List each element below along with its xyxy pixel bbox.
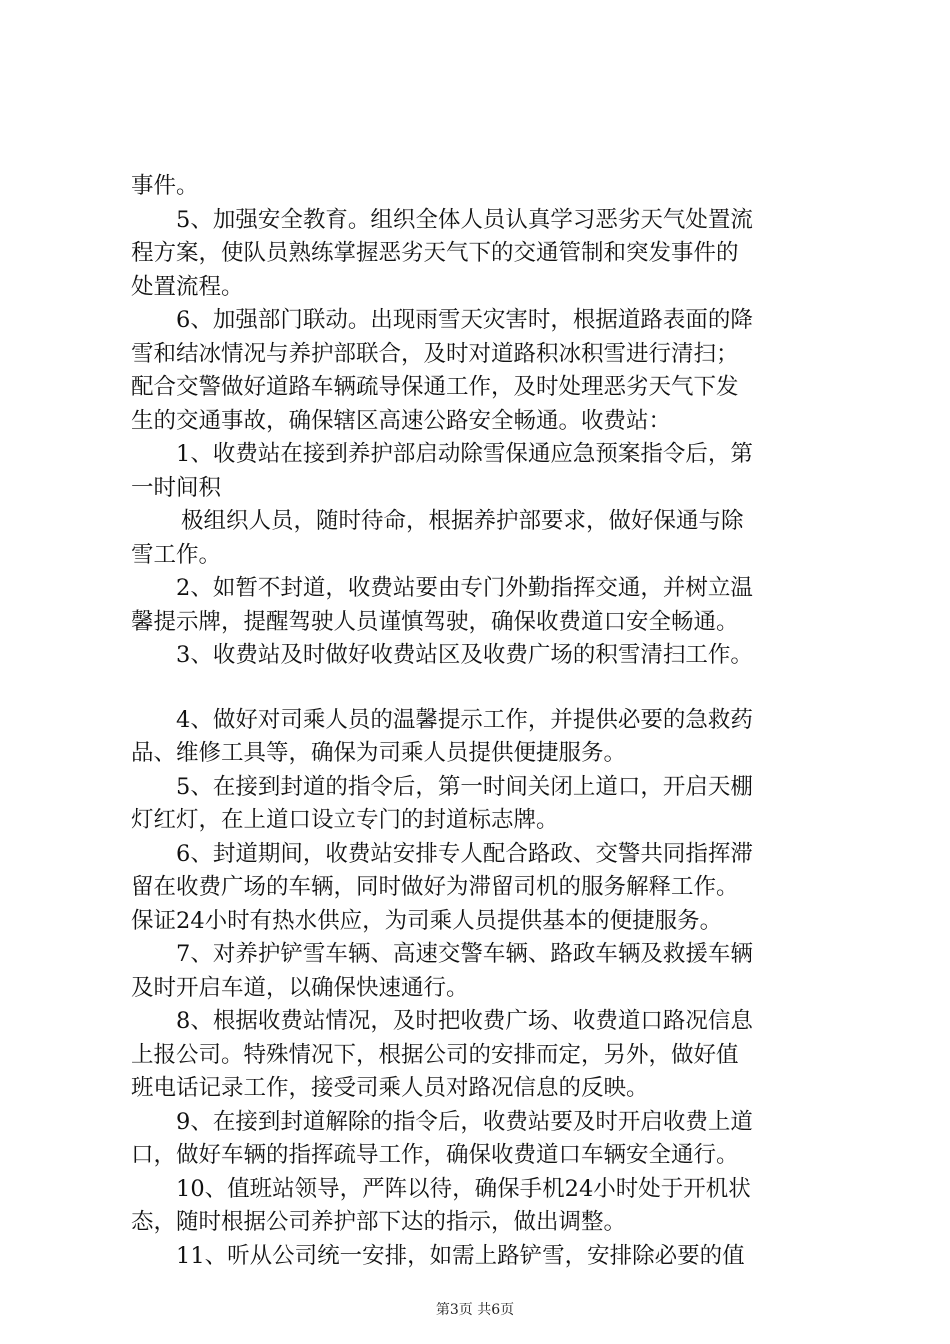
paragraph-line: 5、在接到封道的指令后，第一时间关闭上道口，开启天棚 bbox=[176, 773, 753, 800]
paragraph-line: 极组织人员，随时待命，根据养护部要求，做好保通与除 bbox=[181, 508, 744, 534]
paragraph-line: 2、如暂不封道，收费站要由专门外勤指挥交通，并树立温 bbox=[176, 575, 753, 601]
paragraph-line: 馨提示牌，提醒驾驶人员谨慎驾驶，确保收费道口安全畅通。 bbox=[131, 608, 739, 635]
paragraph-line: 6、封道期间，收费站安排专人配合路政、交警共同指挥滞 bbox=[176, 840, 753, 867]
paragraph-line: 雪工作。 bbox=[131, 541, 222, 568]
paragraph-line: 9、在接到封道解除的指令后，收费站要及时开启收费上道 bbox=[176, 1108, 753, 1135]
paragraph-line: 7、对养护铲雪车辆、高速交警车辆、路政车辆及救援车辆 bbox=[176, 941, 753, 967]
paragraph-line: 处置流程。 bbox=[131, 273, 244, 300]
paragraph-spacer bbox=[131, 673, 831, 704]
paragraph-line: 留在收费广场的车辆，同时做好为滞留司机的服务解释工作。 bbox=[131, 874, 739, 900]
paragraph-line: 态，随时根据公司养护部下达的指示，做出调整。 bbox=[131, 1209, 627, 1235]
document-body bbox=[131, 170, 831, 1273]
paragraph-line: 班电话记录工作，接受司乘人员对路况信息的反映。 bbox=[131, 1075, 649, 1101]
paragraph-line: 4、做好对司乘人员的温馨提示工作，并提供必要的急救药 bbox=[176, 706, 753, 733]
paragraph-line: 5、加强安全教育。组织全体人员认真学习恶劣天气处置流 bbox=[176, 206, 753, 233]
paragraph-line: 11、听从公司统一安排，如需上路铲雪，安排除必要的值 bbox=[176, 1242, 745, 1269]
paragraph-line: 3、收费站及时做好收费站区及收费广场的积雪清扫工作。 bbox=[176, 642, 753, 668]
paragraph-line: 生的交通事故，确保辖区高速公路安全畅通。收费站： bbox=[131, 407, 672, 434]
paragraph-line: 1、收费站在接到养护部启动除雪保通应急预案指令后，第 bbox=[176, 441, 753, 467]
paragraph-line: 及时开启车道，以确保快速通行。 bbox=[131, 974, 469, 1001]
paragraph-line: 8、根据收费站情况，及时把收费广场、收费道口路况信息 bbox=[176, 1008, 753, 1034]
paragraph-line: 上报公司。特殊情况下，根据公司的安排而定，另外，做好值 bbox=[131, 1041, 739, 1068]
paragraph-line: 雪和结冰情况与养护部联合，及时对道路积冰积雪进行清扫； bbox=[131, 340, 739, 367]
paragraph-line: 一时间积 bbox=[131, 474, 222, 501]
paragraph-line: 口，做好车辆的指挥疏导工作，确保收费道口车辆安全通行。 bbox=[131, 1142, 739, 1168]
page-footer: 第3页 共6页 bbox=[435, 1302, 515, 1318]
paragraph-line: 程方案，使队员熟练掌握恶劣天气下的交通管制和突发事件的 bbox=[131, 240, 739, 266]
paragraph-line: 品、维修工具等，确保为司乘人员提供便捷服务。 bbox=[131, 740, 627, 766]
paragraph-line: 6、加强部门联动。出现雨雪天灾害时，根据道路表面的降 bbox=[176, 307, 753, 333]
paragraph-line: 10、值班站领导，严阵以待，确保手机24小时处于开机状 bbox=[176, 1175, 751, 1202]
paragraph-line: 灯红灯，在上道口设立专门的封道标志牌。 bbox=[131, 807, 559, 833]
paragraph-line: 配合交警做好道路车辆疏导保通工作，及时处理恶劣天气下发 bbox=[131, 374, 739, 400]
paragraph-line: 保证24小时有热水供应，为司乘人员提供基本的便捷服务。 bbox=[131, 907, 723, 934]
paragraph-line: 事件。 bbox=[131, 173, 199, 199]
